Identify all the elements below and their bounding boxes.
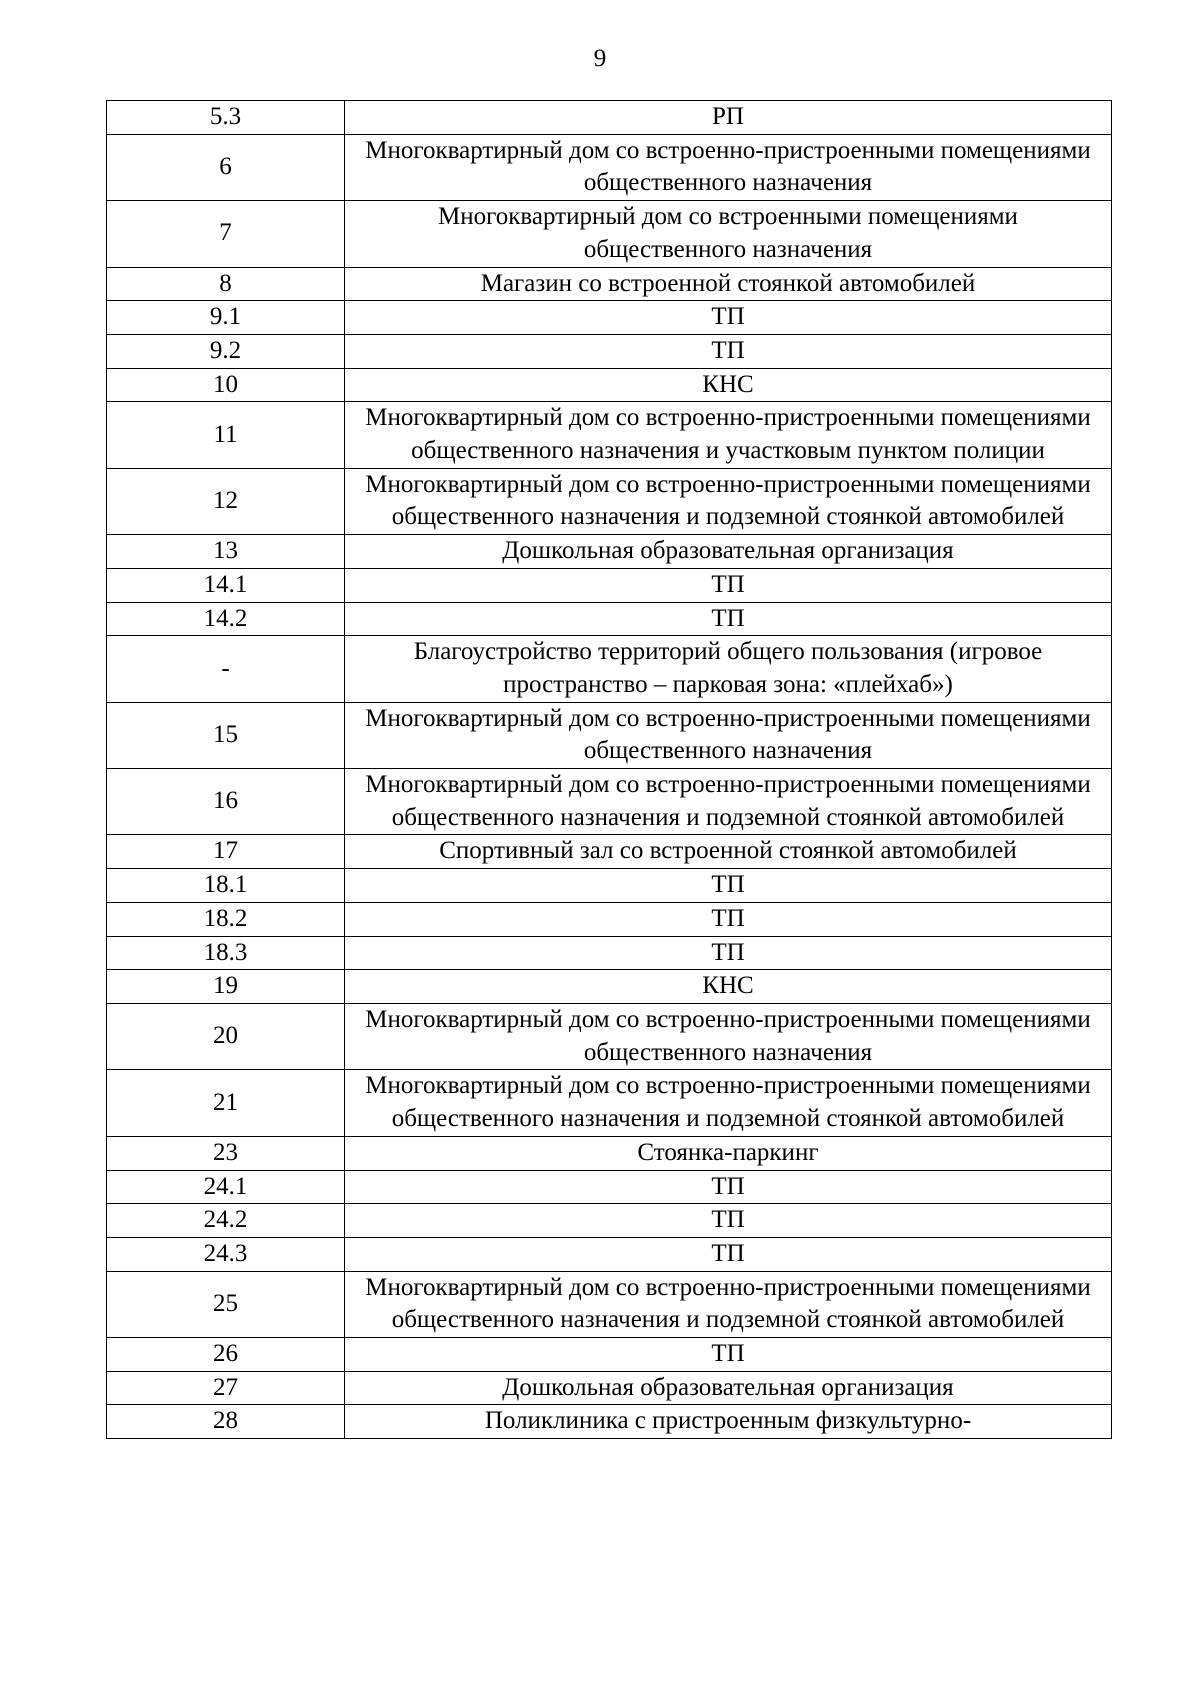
object-number-cell: 28 [107, 1405, 345, 1439]
object-description-text: Спортивный зал со встроенной стоянкой автомобилей [439, 837, 1017, 865]
object-number-cell: 24.3 [107, 1237, 345, 1271]
object-description-text: Благоустройство территорий общего пользования (игровое пространство – парковая зона: «плейхаб») [413, 638, 1043, 698]
table-row [107, 301, 1112, 335]
table-row [107, 702, 1112, 768]
object-description-text: ТП [711, 336, 745, 364]
object-description-cell [345, 468, 1112, 534]
object-number-cell: 14.2 [107, 602, 345, 636]
table-row [107, 201, 1112, 267]
object-description-cell [345, 702, 1112, 768]
object-description-text: КНС [702, 972, 754, 1000]
object-description-text: Многоквартирный дом со встроенно-пристроенными помещениями общественного назначения и подземной стоянкой автомобилей [365, 1273, 1091, 1334]
table-row [107, 535, 1112, 569]
table-row [107, 835, 1112, 869]
object-description-text: Многоквартирный дом со встроенно-пристроенными помещениями общественного назначения [365, 1005, 1091, 1066]
object-description-text: ТП [711, 303, 745, 331]
object-description-text: Дошкольная образовательная организация [502, 537, 954, 565]
object-description-text: Многоквартирный дом со встроенно-пристроенными помещениями общественного назначения и подземной стоянкой автомобилей [365, 1072, 1091, 1133]
page-number: 9 [593, 45, 607, 72]
object-description-text: ТП [711, 1239, 745, 1267]
object-number-cell: 23 [107, 1136, 345, 1170]
object-description-text: ТП [711, 1340, 745, 1368]
table-row [107, 1405, 1112, 1439]
object-number-cell: 21 [107, 1070, 345, 1136]
object-number-cell: 19 [107, 970, 345, 1004]
object-description-text: Многоквартирный дом со встроенно-пристроенными помещениями общественного назначения и подземной стоянкой автомобилей [365, 470, 1091, 531]
table-row [107, 769, 1112, 835]
object-description-text: ТП [711, 604, 745, 632]
object-number-cell: 15 [107, 702, 345, 768]
object-description-text: Многоквартирный дом со встроенно-пристроенными помещениями общественного назначения [365, 704, 1091, 765]
table-row [107, 636, 1112, 702]
object-description-cell [345, 769, 1112, 835]
object-description-cell [345, 535, 1112, 569]
object-number-cell: 18.2 [107, 902, 345, 936]
object-description-cell [345, 936, 1112, 970]
object-description-text: ТП [711, 1172, 745, 1200]
object-description-cell [345, 1271, 1112, 1337]
object-description-cell [345, 334, 1112, 368]
object-description-cell [345, 1170, 1112, 1204]
object-description-text: Дошкольная образовательная организация [502, 1373, 954, 1401]
object-number-cell: - [107, 636, 345, 702]
object-description-cell [345, 1237, 1112, 1271]
table-row [107, 334, 1112, 368]
object-description-cell [345, 970, 1112, 1004]
table-row [107, 902, 1112, 936]
object-description-cell [345, 869, 1112, 903]
table-row [107, 1271, 1112, 1337]
object-description-cell [345, 267, 1112, 301]
object-description-text: Многоквартирный дом со встроенно-пристроенными помещениями общественного назначения и участковым пунктом полиции [365, 404, 1091, 465]
object-number-cell: 27 [107, 1371, 345, 1405]
object-description-text: РП [712, 103, 744, 130]
table-row [107, 1136, 1112, 1170]
table-row [107, 970, 1112, 1004]
table-row [107, 267, 1112, 301]
table-row [107, 602, 1112, 636]
object-description-cell [345, 1204, 1112, 1238]
object-description-cell [345, 1003, 1112, 1069]
table-row [107, 936, 1112, 970]
object-description-cell [345, 1371, 1112, 1405]
object-number-cell: 7 [107, 201, 345, 267]
table-row [107, 101, 1112, 135]
table-row [107, 568, 1112, 602]
object-description-cell [345, 835, 1112, 869]
object-description-cell [345, 568, 1112, 602]
table-row [107, 1204, 1112, 1238]
object-description-text: Магазин со встроенной стоянкой автомобилей [480, 269, 976, 297]
table-row [107, 1070, 1112, 1136]
table-row [107, 1237, 1112, 1271]
table-row [107, 468, 1112, 534]
object-description-cell [345, 1338, 1112, 1372]
object-description-text: Многоквартирный дом со встроенно-пристроенными помещениями общественного назначения [365, 136, 1091, 197]
object-number-cell: 24.2 [107, 1204, 345, 1238]
object-number-cell: 12 [107, 468, 345, 534]
object-description-text: Поликлиника с пристроенным физкультурно- [484, 1407, 972, 1435]
object-description-cell [345, 602, 1112, 636]
table-row [107, 1338, 1112, 1372]
object-number-cell: 6 [107, 134, 345, 200]
object-number-cell: 18.3 [107, 936, 345, 970]
table-body [107, 101, 1112, 1439]
object-description-cell [345, 101, 1112, 135]
object-number-cell: 20 [107, 1003, 345, 1069]
table-row [107, 1170, 1112, 1204]
object-number-cell: 10 [107, 368, 345, 402]
table-row [107, 368, 1112, 402]
object-description-text: ТП [711, 904, 745, 932]
object-number-cell: 9.1 [107, 301, 345, 335]
object-description-cell [345, 1070, 1112, 1136]
object-number-cell: 18.1 [107, 869, 345, 903]
object-description-text: ТП [711, 938, 745, 966]
object-number-cell: 24.1 [107, 1170, 345, 1204]
object-description-text: ТП [711, 871, 745, 899]
object-number-cell: 25 [107, 1271, 345, 1337]
object-description-cell [345, 368, 1112, 402]
object-description-cell [345, 301, 1112, 335]
object-description-text: КНС [702, 370, 754, 398]
object-number-cell: 11 [107, 402, 345, 468]
object-number-cell: 13 [107, 535, 345, 569]
table-row [107, 869, 1112, 903]
objects-table [106, 100, 1112, 1439]
object-description-text: ТП [711, 1206, 745, 1234]
object-description-text: Многоквартирный дом со встроенными помещениями общественного назначения [438, 203, 1018, 263]
object-number-cell: 17 [107, 835, 345, 869]
object-description-cell [345, 1136, 1112, 1170]
table-row [107, 1003, 1112, 1069]
object-description-text: ТП [711, 570, 745, 598]
object-number-cell: 26 [107, 1338, 345, 1372]
table-row [107, 402, 1112, 468]
object-description-cell [345, 902, 1112, 936]
object-description-text: Стоянка-паркинг [637, 1138, 819, 1166]
object-number-cell: 14.1 [107, 568, 345, 602]
object-description-cell [345, 201, 1112, 267]
object-description-cell [345, 134, 1112, 200]
object-description-text: Многоквартирный дом со встроенно-пристроенными помещениями общественного назначения и подземной стоянкой автомобилей [365, 771, 1091, 831]
table-row [107, 134, 1112, 200]
object-number-cell: 9.2 [107, 334, 345, 368]
object-number-cell: 8 [107, 267, 345, 301]
table-row [107, 1371, 1112, 1405]
object-description-cell [345, 402, 1112, 468]
object-description-cell [345, 636, 1112, 702]
object-number-cell: 5.3 [107, 101, 345, 135]
object-description-cell [345, 1405, 1112, 1439]
object-number-cell: 16 [107, 769, 345, 835]
